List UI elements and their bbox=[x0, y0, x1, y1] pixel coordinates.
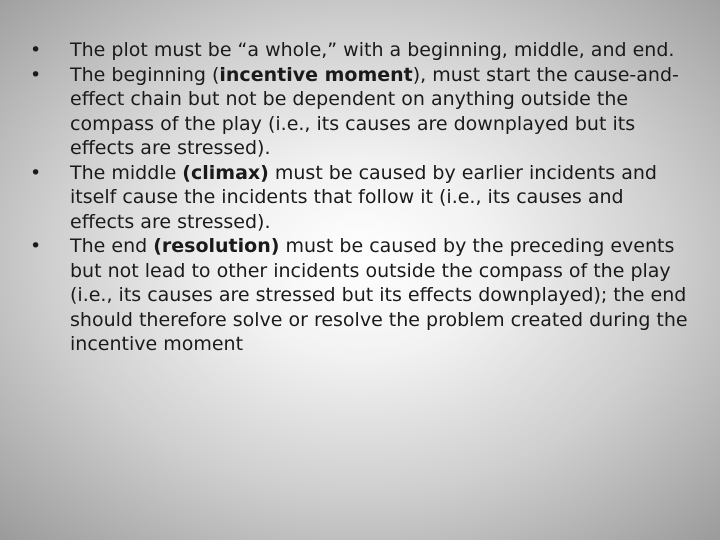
bullet-item-plot-whole bbox=[28, 38, 692, 63]
bullet-dot-icon: • bbox=[30, 235, 42, 257]
bullet-text: must be caused by the preceding events but not lead to other incidents outside the compass of the play (i.e., its causes are stressed but its effects downplayed); the end should therefore solve or resolve the problem created during the incentive moment bbox=[70, 235, 688, 355]
bullet-text: The end bbox=[70, 235, 154, 257]
bullet-text: The middle bbox=[70, 161, 183, 184]
bullet-text: The beginning ( bbox=[70, 63, 220, 86]
bullet-dot-icon: • bbox=[30, 161, 42, 184]
bullet-list bbox=[28, 38, 692, 357]
bullet-term-resolution: (resolution) bbox=[153, 235, 280, 257]
bullet-text: The plot must be “a whole,” with a beginning, middle, and end. bbox=[70, 39, 675, 61]
bullet-item-end bbox=[28, 234, 692, 357]
bullet-item-middle bbox=[28, 161, 692, 235]
bullet-text: ), must start the cause-and-effect chain but not be dependent on anything outside the compass of the play (i.e., its causes are downplayed but its effects are stressed). bbox=[70, 63, 679, 159]
bullet-dot-icon: • bbox=[30, 63, 42, 86]
bullet-item-beginning bbox=[28, 63, 692, 161]
bullet-term-climax: (climax) bbox=[182, 161, 269, 184]
bullet-text: must be caused by earlier incidents and itself cause the incidents that follow it (i.e., its causes and effects are stressed). bbox=[70, 161, 657, 233]
bullet-term-incentive-moment: incentive moment bbox=[219, 63, 413, 86]
bullet-dot-icon: • bbox=[30, 39, 42, 61]
